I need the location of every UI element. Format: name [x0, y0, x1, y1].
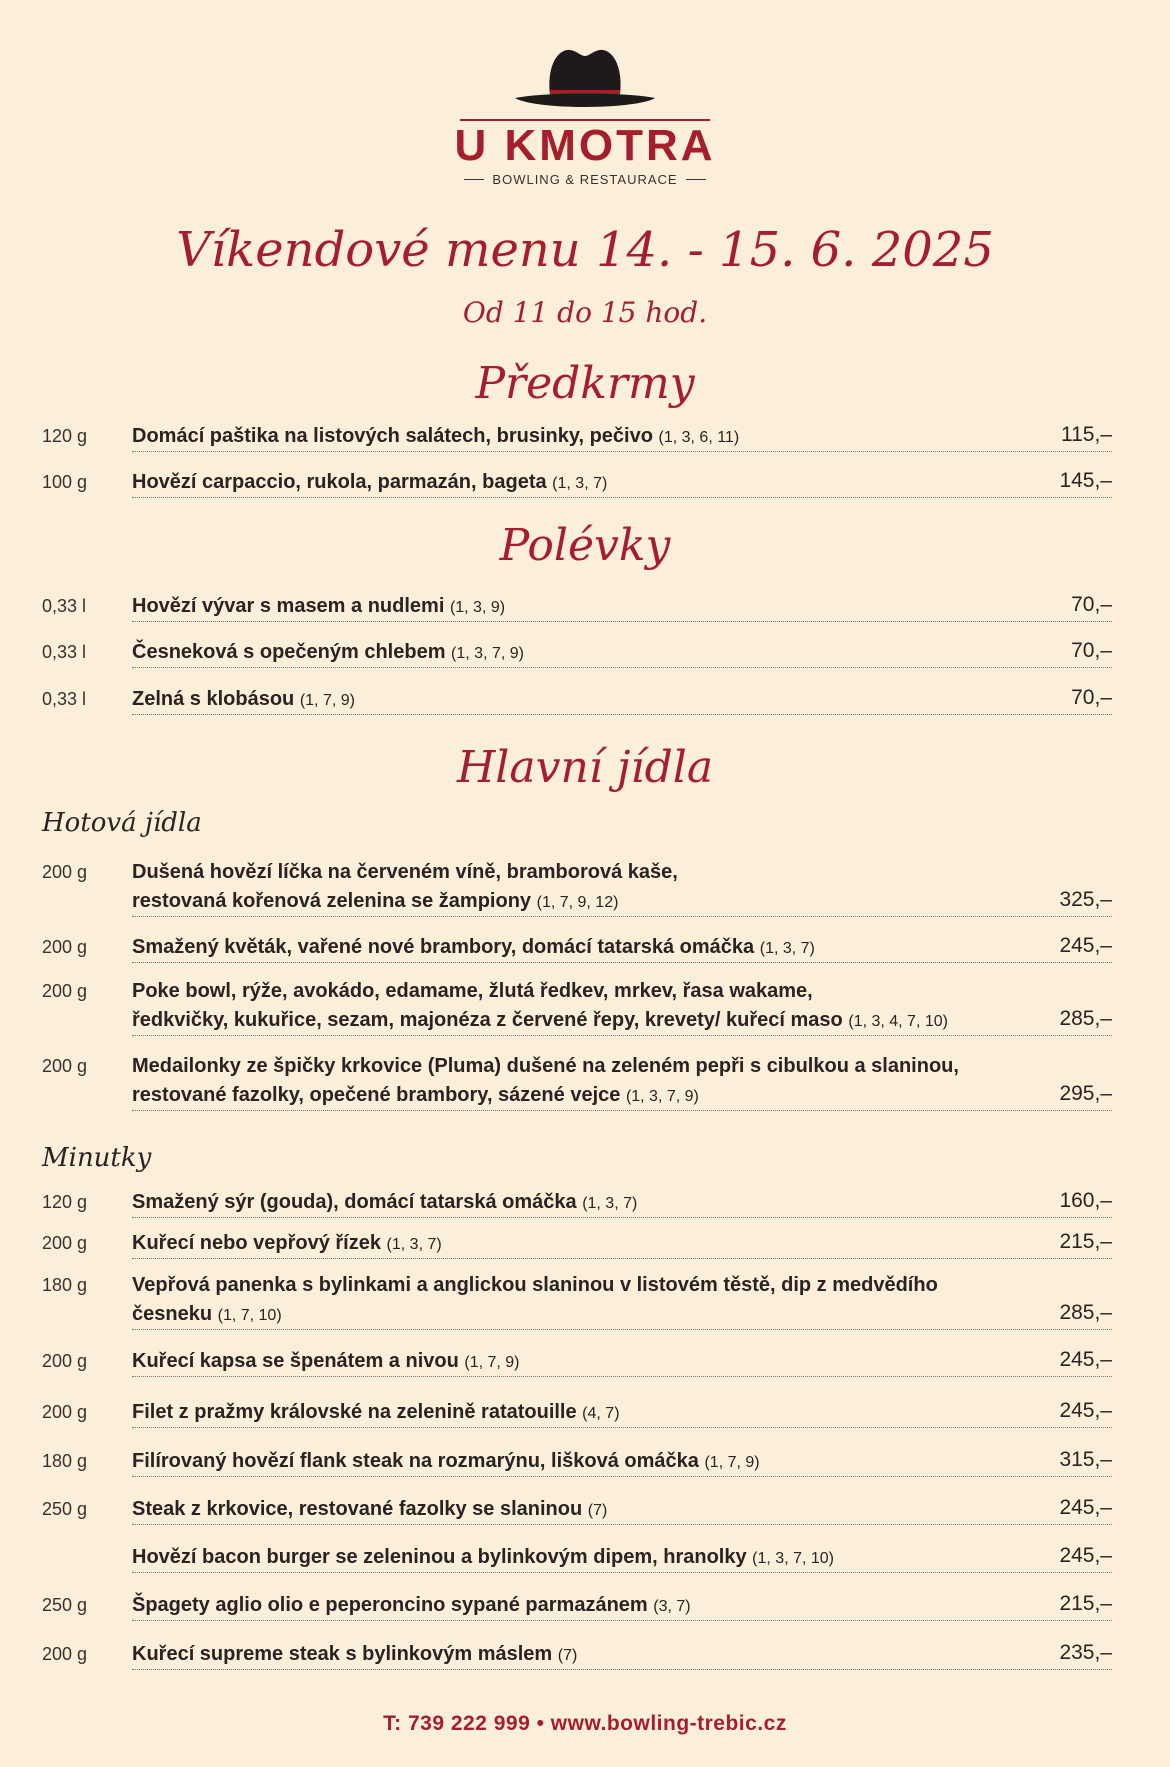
dotted-leader — [132, 1329, 1112, 1330]
item-description — [132, 1591, 1022, 1621]
section-title-hlavni: Hlavní jídla — [456, 742, 714, 793]
item-name-line-1: Vepřová panenka s bylinkami a anglickou slaninou v listovém těstě, dip z medvědího — [132, 1274, 938, 1296]
dotted-leader — [132, 1258, 1112, 1259]
item-weight: 200 g — [42, 1402, 88, 1422]
item-price: 235,– — [1059, 1641, 1112, 1664]
item-allergens: (1, 3, 7) — [582, 1195, 638, 1212]
item-name-line-2: ředkvičky, kukuřice, sezam, majonéza z červené řepy, krevety/ kuřecí maso — [132, 1009, 843, 1031]
item-description — [132, 592, 1022, 622]
item-name: Smažený květák, vařené nové brambory, domácí tatarská omáčka — [132, 936, 755, 958]
item-name-line-2: česneku — [132, 1303, 213, 1325]
item-name: Filet z pražmy královské na zelenině ratatouille — [132, 1401, 577, 1423]
item-price: 245,– — [1059, 1348, 1112, 1371]
item-name: Kuřecí nebo vepřový řízek — [132, 1232, 381, 1254]
item-name: Hovězí carpaccio, rukola, parmazán, bageta — [132, 471, 547, 493]
subsection-title-hotova: Hotová jídla — [42, 808, 202, 838]
item-description — [132, 1229, 1022, 1259]
item-weight: 120 g — [42, 1192, 88, 1212]
item-description — [132, 638, 1022, 668]
item-price: 70,– — [1071, 686, 1112, 709]
item-allergens: (7) — [587, 1502, 608, 1519]
item-weight: 180 g — [42, 1451, 88, 1471]
item-description — [132, 977, 1022, 1036]
item-weight: 200 g — [42, 981, 88, 1001]
item-name: Kuřecí supreme steak s bylinkovým máslem — [132, 1643, 553, 1665]
dotted-leader — [132, 1376, 1112, 1377]
item-description — [132, 1052, 1022, 1111]
item-allergens: (1, 3, 7) — [552, 475, 608, 492]
item-weight: 180 g — [42, 1275, 88, 1295]
item-allergens: (1, 7, 9) — [299, 692, 355, 709]
item-price: 295,– — [1059, 1082, 1112, 1105]
item-name-line-1: Dušená hovězí líčka na červeném víně, bramborová kaše, — [132, 861, 678, 883]
divider — [686, 179, 706, 180]
item-name: Česneková s opečeným chlebem — [132, 641, 446, 663]
item-name: Hovězí vývar s masem a nudlemi — [132, 595, 445, 617]
item-name: Zelná s klobásou — [132, 688, 295, 710]
contact-footer: T: 739 222 999 • www.bowling-trebic.cz — [383, 1712, 787, 1735]
item-price: 145,– — [1059, 469, 1112, 492]
item-weight: 0,33 l — [42, 689, 87, 709]
item-allergens: (1, 3, 6, 11) — [658, 429, 740, 446]
item-weight: 200 g — [42, 862, 88, 882]
dotted-leader — [132, 1217, 1112, 1218]
item-name-line-1: Poke bowl, rýže, avokádo, edamame, žlutá ředkev, mrkev, řasa wakame, — [132, 980, 813, 1002]
item-allergens: (1, 3, 7) — [759, 940, 815, 957]
item-weight: 200 g — [42, 1351, 88, 1371]
item-allergens: (1, 3, 7, 9) — [451, 645, 524, 662]
brand-subtitle: BOWLING & RESTAURACE — [492, 172, 678, 187]
item-name: Filírovaný hovězí flank steak na rozmarýnu, lišková omáčka — [132, 1450, 699, 1472]
item-allergens: (3, 7) — [653, 1598, 691, 1615]
brand-name: U KMOTRA — [454, 121, 716, 170]
item-description — [132, 1447, 1022, 1477]
divider — [464, 179, 484, 180]
item-description — [132, 1543, 1022, 1573]
item-allergens: (1, 7, 10) — [217, 1307, 282, 1324]
item-price: 115,– — [1061, 423, 1112, 446]
dotted-leader — [132, 962, 1112, 963]
item-name-line-2: restované fazolky, opečené brambory, sázené vejce — [132, 1084, 621, 1106]
item-description — [132, 933, 1022, 963]
item-price: 215,– — [1059, 1230, 1112, 1253]
item-price: 245,– — [1059, 1399, 1112, 1422]
hours-text: Od 11 do 15 hod. — [462, 296, 708, 329]
item-description — [132, 858, 1022, 917]
dotted-leader — [132, 714, 1112, 715]
item-weight: 250 g — [42, 1499, 88, 1519]
item-price: 285,– — [1059, 1007, 1112, 1030]
logo — [0, 40, 1170, 187]
page-title: Víkendové menu 14. - 15. 6. 2025 — [176, 222, 994, 278]
dotted-leader — [132, 1110, 1112, 1111]
dotted-leader — [132, 451, 1112, 452]
item-weight: 200 g — [42, 1644, 88, 1664]
item-weight: 0,33 l — [42, 596, 87, 616]
item-name-line-1: Medailonky ze špičky krkovice (Pluma) dušené na zeleném pepři s cibulkou a slaninou, — [132, 1055, 959, 1077]
item-allergens: (1, 7, 9) — [704, 1454, 760, 1471]
item-price: 315,– — [1059, 1448, 1112, 1471]
item-description — [132, 1398, 1022, 1428]
item-allergens: (4, 7) — [582, 1405, 620, 1422]
dotted-leader — [132, 667, 1112, 668]
item-price: 70,– — [1071, 639, 1112, 662]
item-price: 325,– — [1059, 888, 1112, 911]
item-description — [132, 468, 1022, 498]
item-name: Špagety aglio olio e peperoncino sypané parmazánem — [132, 1594, 648, 1616]
item-name: Domácí paštika na listových salátech, brusinky, pečivo — [132, 425, 653, 447]
item-description — [132, 1347, 1022, 1377]
brand-subtitle-row — [0, 172, 1170, 187]
item-allergens: (1, 3, 7) — [386, 1236, 442, 1253]
item-description — [132, 1495, 1022, 1525]
item-description — [132, 1271, 1022, 1330]
item-name: Smažený sýr (gouda), domácí tatarská omáčka — [132, 1191, 577, 1213]
item-price: 70,– — [1071, 593, 1112, 616]
item-description — [132, 1188, 1022, 1218]
item-allergens: (7) — [557, 1647, 578, 1664]
dotted-leader — [132, 497, 1112, 498]
dotted-leader — [132, 1620, 1112, 1621]
dotted-leader — [132, 1035, 1112, 1036]
item-price: 245,– — [1059, 1496, 1112, 1519]
item-weight: 200 g — [42, 1233, 88, 1253]
item-allergens: (1, 3, 7, 9) — [625, 1088, 699, 1105]
dotted-leader — [132, 1476, 1112, 1477]
section-title-polevky: Polévky — [499, 520, 671, 571]
item-price: 245,– — [1059, 934, 1112, 957]
logo-rule — [460, 119, 710, 121]
dotted-leader — [132, 916, 1112, 917]
dotted-leader — [132, 1524, 1112, 1525]
item-name: Hovězí bacon burger se zeleninou a bylinkovým dipem, hranolky — [132, 1546, 747, 1568]
item-name: Kuřecí kapsa se špenátem a nivou — [132, 1350, 459, 1372]
item-allergens: (1, 3, 9) — [449, 599, 506, 616]
subsection-title-minutky: Minutky — [42, 1143, 152, 1173]
dotted-leader — [132, 1669, 1112, 1670]
item-name-line-2: restovaná kořenová zelenina se žampiony — [132, 890, 532, 912]
dotted-leader — [132, 1572, 1112, 1573]
item-description — [132, 422, 1022, 452]
item-allergens: (1, 7, 9, 12) — [536, 894, 619, 911]
item-description — [132, 685, 1022, 715]
section-title-predkrmy: Předkrmy — [475, 358, 695, 409]
item-description — [132, 1640, 1022, 1670]
dotted-leader — [132, 621, 1112, 622]
item-name: Steak z krkovice, restované fazolky se slaninou — [132, 1498, 583, 1520]
item-weight: 250 g — [42, 1595, 88, 1615]
item-allergens: (1, 7, 9) — [464, 1354, 520, 1371]
hat-icon — [485, 40, 685, 120]
item-price: 285,– — [1059, 1301, 1112, 1324]
item-allergens: (1, 3, 7, 10) — [752, 1550, 834, 1567]
item-allergens: (1, 3, 4, 7, 10) — [848, 1013, 948, 1030]
item-price: 245,– — [1059, 1544, 1112, 1567]
item-price: 215,– — [1059, 1592, 1112, 1615]
item-weight: 120 g — [42, 426, 88, 446]
item-weight: 100 g — [42, 472, 88, 492]
item-weight: 200 g — [42, 937, 88, 957]
item-weight: 0,33 l — [42, 642, 87, 662]
dotted-leader — [132, 1427, 1112, 1428]
item-price: 160,– — [1059, 1189, 1112, 1212]
item-weight: 200 g — [42, 1056, 88, 1076]
